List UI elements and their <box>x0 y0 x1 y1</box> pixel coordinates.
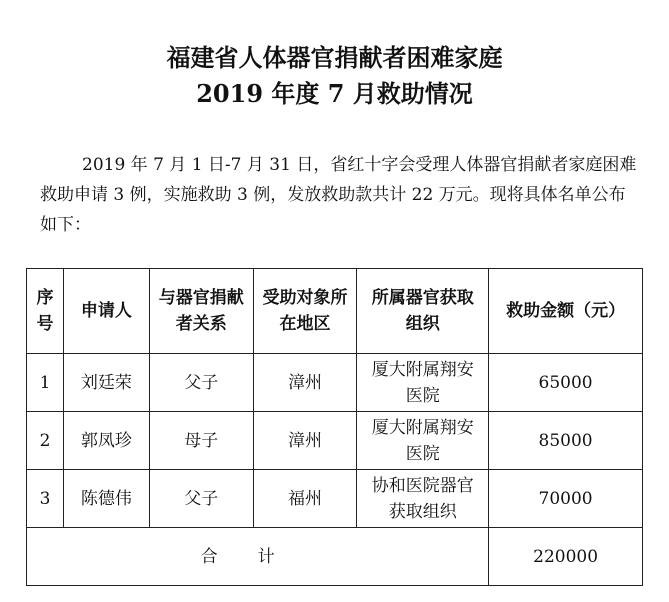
header-region: 受助对象所在地区 <box>253 269 357 354</box>
cell-relation: 父子 <box>149 470 253 528</box>
cell-seq: 2 <box>27 412 64 470</box>
cell-org: 厦大附属翔安医院 <box>357 354 489 412</box>
cell-seq: 1 <box>27 354 64 412</box>
cell-org: 协和医院器官获取组织 <box>357 470 489 528</box>
cell-amount: 85000 <box>489 412 643 470</box>
table-row <box>27 470 643 528</box>
cell-region: 福州 <box>253 470 357 528</box>
table-row <box>27 412 643 470</box>
header-org: 所属器官获取组织 <box>357 269 489 354</box>
intro-paragraph <box>40 150 640 240</box>
cell-applicant: 陈德伟 <box>63 470 149 528</box>
cell-applicant: 刘廷荣 <box>63 354 149 412</box>
cell-relation: 母子 <box>149 412 253 470</box>
header-seq: 序号 <box>27 269 64 354</box>
cell-amount: 70000 <box>489 470 643 528</box>
total-label: 合计 <box>200 546 315 567</box>
cell-org: 厦大附属翔安医院 <box>357 412 489 470</box>
cell-seq: 3 <box>27 470 64 528</box>
cell-applicant: 郭凤珍 <box>63 412 149 470</box>
relief-table <box>26 268 643 586</box>
table-row <box>27 354 643 412</box>
cell-region: 漳州 <box>253 354 357 412</box>
header-amount: 救助金额（元） <box>489 269 643 354</box>
cell-amount: 65000 <box>489 354 643 412</box>
document-title-line1: 福建省人体器官捐献者困难家庭 <box>166 43 503 72</box>
cell-region: 漳州 <box>253 412 357 470</box>
document-title-line2: 2019 年度 7 月救助情况 <box>196 79 473 108</box>
intro-text: 2019 年 7 月 1 日-7 月 31 日，省红十字会受理人体器官捐献者家庭困难救助申请 3 例，实施救助 3 例，发放救助款共计 22 万元。现将具体名单公布如下： <box>40 155 637 235</box>
table-header-row <box>27 269 643 354</box>
cell-relation: 父子 <box>149 354 253 412</box>
header-relation: 与器官捐献者关系 <box>149 269 253 354</box>
header-applicant: 申请人 <box>63 269 149 354</box>
total-amount: 220000 <box>489 528 643 586</box>
table-total-row <box>27 528 643 586</box>
